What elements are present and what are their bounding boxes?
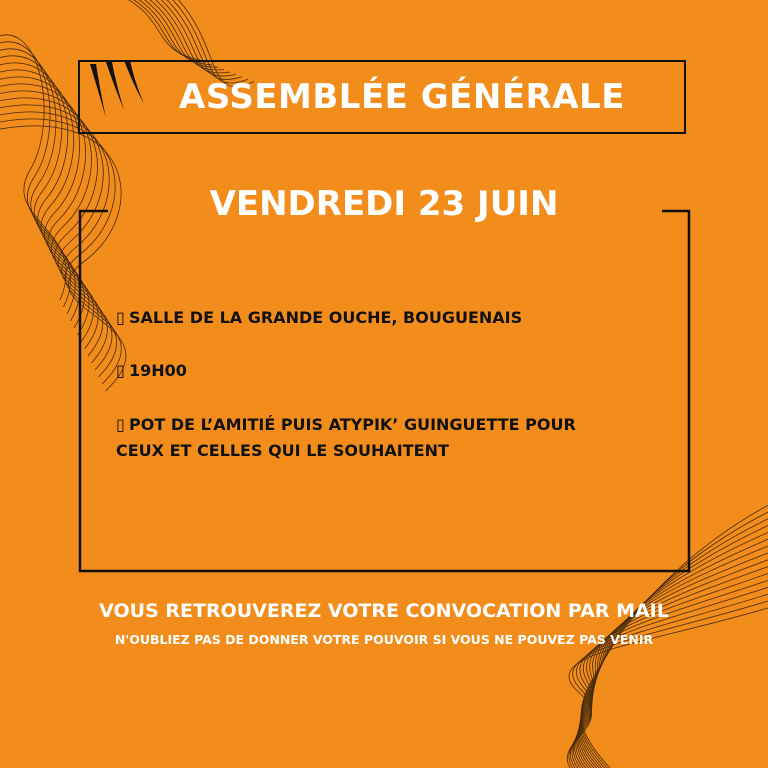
- event-line: [116, 412, 646, 464]
- time-text: 19H00: [129, 361, 187, 380]
- event-text-line2: CEUX ET CELLES QUI LE SOUHAITENT: [116, 441, 449, 460]
- time-line: [116, 358, 646, 384]
- mail-notice: VOUS RETROUVEREZ VOTRE CONVOCATION PAR MAIL: [99, 600, 669, 622]
- proxy-reminder: N'OUBLIEZ PAS DE DONNER VOTRE POUVOIR SI VOUS NE POUVEZ PAS VENIR: [114, 632, 654, 647]
- location-text: SALLE DE LA GRANDE OUCHE, BOUGUENAIS: [129, 308, 523, 327]
- event-bullet-icon: ▯: [116, 415, 125, 434]
- page-title: ASSEMBLÉE GÉNÉRALE: [179, 77, 625, 117]
- location-bullet-icon: ▯: [116, 308, 125, 327]
- event-text-line1: POT DE L’AMITIÉ PUIS ATYPIK’ GUINGUETTE POUR: [129, 415, 576, 434]
- time-bullet-icon: ▯: [116, 361, 125, 380]
- location-line: [116, 305, 646, 331]
- event-date: VENDREDI 23 JUIN: [209, 184, 559, 224]
